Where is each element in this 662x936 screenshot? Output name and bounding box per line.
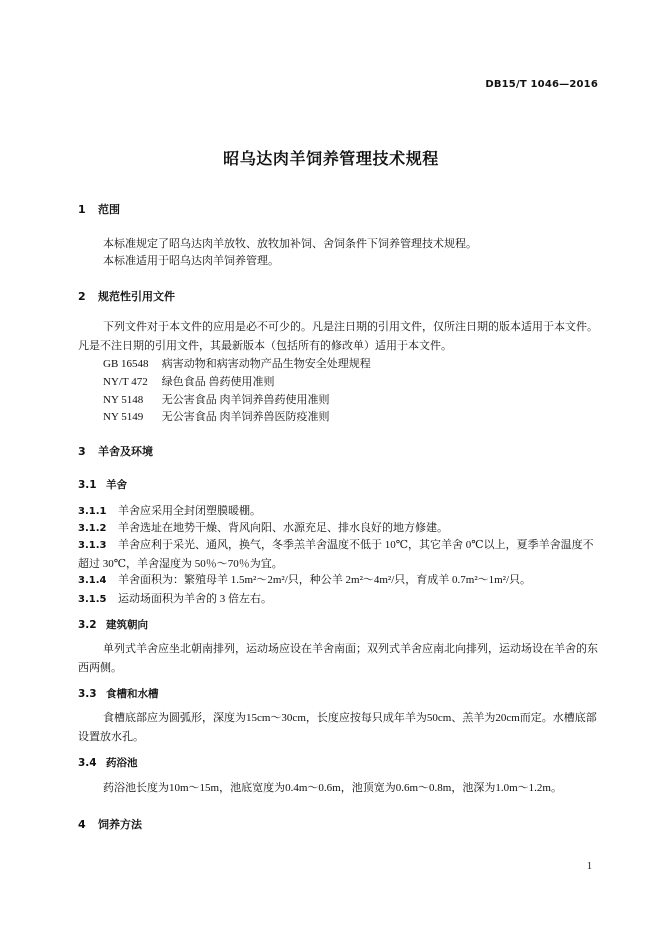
clause-text: 羊舍选址在地势干燥、背风向阳、水源充足、排水良好的地方修建。 xyxy=(118,522,448,534)
paragraph: 下列文件对于本文件的应用是必不可少的。凡是注日期的引用文件，仅所注日期的版本适用于本文件。凡是不注日期的引用文件，其最新版本（包括所有的修改单）适用于本文件。 xyxy=(78,321,598,352)
reference-title: 病害动物和病害动物产品生物安全处理规程 xyxy=(161,358,371,370)
subsection-number: 3.1 xyxy=(78,479,97,491)
clause-3-1-4 xyxy=(78,571,531,587)
paragraph: 药浴池长度为10m～15m，池底宽度为0.4m～0.6m，池顶宽为0.6m～0.8m，池深为1.0m～1.2m。 xyxy=(103,782,562,794)
reference-title: 无公害食品 肉羊饲养兽医防疫准则 xyxy=(161,411,330,423)
clause-text: 羊舍面积为：繁殖母羊 1.5m²～2m²/只，种公羊 2m²～4m²/只，育成羊 0.7m²～1m²/只。 xyxy=(118,574,532,586)
clause-number: 3.1.5 xyxy=(78,594,107,605)
paragraph: 食槽底部应为圆弧形，深度为15cm～30cm，长度应按每只成年羊为50cm、羔羊为20cm而定。水槽底部设置放水孔。 xyxy=(78,712,597,743)
section-number: 3 xyxy=(78,445,86,458)
standard-code: DB15/T 1046—2016 xyxy=(485,79,598,90)
reference-item xyxy=(103,355,371,371)
document-title: 昭乌达肉羊饲养管理技术规程 xyxy=(223,149,439,168)
reference-item xyxy=(103,408,330,424)
reference-title: 绿色食品 兽药使用准则 xyxy=(161,376,275,388)
subsection-title: 药浴池 xyxy=(106,757,138,769)
clause-text: 羊舍应采用全封闭塑膜暖棚。 xyxy=(118,505,261,517)
paragraph: 单列式羊舍应坐北朝南排列，运动场应设在羊舍南面；双列式羊舍应南北向排列，运动场设在羊舍的东西两侧。 xyxy=(78,643,598,674)
section-title: 规范性引用文件 xyxy=(98,290,175,303)
paragraph: 本标准适用于昭乌达肉羊饲养管理。 xyxy=(103,255,279,267)
clause-number: 3.1.2 xyxy=(78,523,107,534)
subsection-number: 3.4 xyxy=(78,757,97,769)
section-title: 饲养方法 xyxy=(98,818,142,831)
page-number: 1 xyxy=(587,861,592,872)
section-title: 范围 xyxy=(98,203,120,216)
reference-code: NY 5148 xyxy=(103,394,144,406)
reference-code: NY 5149 xyxy=(103,411,144,423)
subsection-title: 建筑朝向 xyxy=(106,619,148,631)
section-number: 4 xyxy=(78,818,86,831)
clause-text: 运动场面积为羊舍的 3 倍左右。 xyxy=(118,593,272,605)
subsection-title: 羊舍 xyxy=(106,479,127,491)
section-1-heading xyxy=(78,201,120,217)
subsection-3-4-heading xyxy=(78,755,138,770)
clause-3-1-2 xyxy=(78,519,448,535)
subsection-3-3-heading xyxy=(78,686,159,701)
clause-3-1-3 xyxy=(78,536,598,573)
paragraph: 本标准规定了昭乌达肉羊放牧、放牧加补饲、舍饲条件下饲养管理技术规程。 xyxy=(103,238,477,250)
reference-code: NY/T 472 xyxy=(103,376,148,388)
subsection-number: 3.3 xyxy=(78,688,97,700)
section-title: 羊舍及环境 xyxy=(98,445,153,458)
subsection-3-1-heading xyxy=(78,477,127,492)
reference-code: GB 16548 xyxy=(103,358,149,370)
section-4-heading xyxy=(78,816,142,832)
clause-number: 3.1.4 xyxy=(78,575,107,586)
clause-number: 3.1.3 xyxy=(78,540,107,551)
section-2-heading xyxy=(78,288,175,304)
reference-item xyxy=(103,373,275,389)
section-number: 1 xyxy=(78,203,86,216)
reference-title: 无公害食品 肉羊饲养兽药使用准则 xyxy=(161,394,330,406)
clause-text: 羊舍应利于采光、通风，换气，冬季羔羊舍温度不低于 10℃，其它羊舍 0℃以上，夏季羊舍温度不超过 30℃，羊舍湿度为 50％～70％为宜。 xyxy=(78,539,594,570)
clause-3-1-1 xyxy=(78,502,261,518)
subsection-3-2-heading xyxy=(78,617,148,632)
subsection-number: 3.2 xyxy=(78,619,97,631)
clause-number: 3.1.1 xyxy=(78,506,107,517)
section-number: 2 xyxy=(78,290,86,303)
section-3-heading xyxy=(78,443,153,459)
reference-item xyxy=(103,391,330,407)
clause-3-1-5 xyxy=(78,590,272,606)
subsection-title: 食槽和水槽 xyxy=(106,688,159,700)
